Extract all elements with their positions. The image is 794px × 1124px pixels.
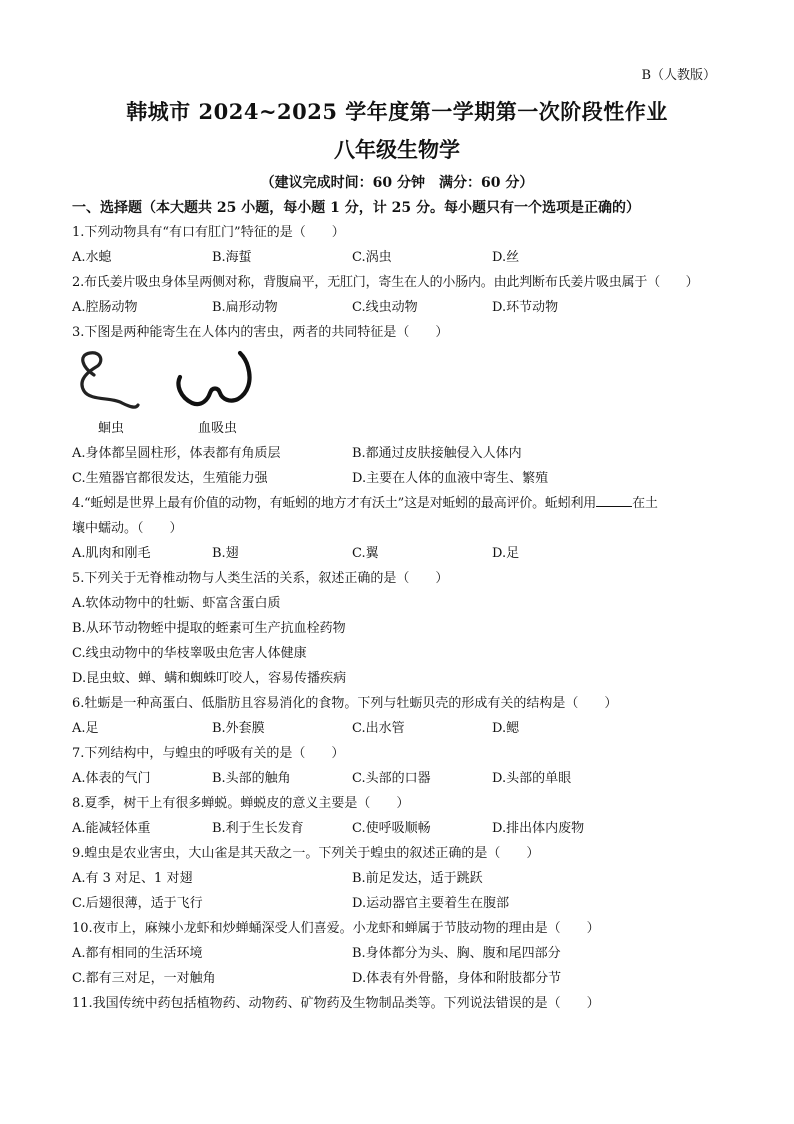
- option: A.能减轻体重: [72, 821, 151, 836]
- figure-caption-blood-fluke: 血吸虫: [198, 421, 238, 436]
- option: A.体表的气门: [72, 771, 151, 786]
- option: B.都通过皮肤接触侵入人体内: [352, 446, 522, 461]
- option: D.环节动物: [492, 300, 559, 315]
- option: B.身体都分为头、胸、腹和尾四部分: [352, 946, 561, 961]
- option: C.头部的口器: [352, 771, 431, 786]
- option-row: [72, 941, 732, 966]
- option: B.外套膜: [212, 721, 265, 736]
- page-title: 韩城市 2024~2025 学年度第一学期第一次阶段性作业: [126, 99, 668, 124]
- question-stem: [72, 491, 732, 516]
- option: A.水螅: [72, 250, 112, 265]
- parasite-figure: [72, 345, 732, 441]
- figure-caption-roundworm: 蛔虫: [98, 421, 125, 436]
- question-stem: 7.下列结构中，与蝗虫的呼吸有关的是（ ）: [72, 746, 345, 761]
- option: D.丝: [492, 250, 520, 265]
- option-row: [72, 541, 732, 566]
- option-row: [72, 891, 732, 916]
- option: A.足: [72, 721, 99, 736]
- option: C.使呼吸顺畅: [352, 821, 431, 836]
- option-row: [72, 816, 732, 841]
- option: D.体表有外骨骼，身体和附肢都分节: [352, 971, 562, 986]
- option: C.出水管: [352, 721, 405, 736]
- option: A.软体动物中的牡蛎、虾富含蛋白质: [72, 596, 281, 611]
- question-stem-continued: 壤中蠕动。（ ）: [72, 521, 183, 536]
- answer-blank: [596, 492, 632, 507]
- parasite-illustration: [72, 347, 272, 417]
- option: D.足: [492, 546, 520, 561]
- option: D.排出体内废物: [492, 821, 585, 836]
- option: B.海蜇: [212, 250, 252, 265]
- section-heading: 一、选择题（本大题共 25 小题，每小题 1 分，计 25 分。每小题只有一个选项是正确的）: [72, 200, 640, 216]
- option: C.生殖器官都很发达，生殖能力强: [72, 471, 268, 486]
- option: C.线虫动物中的华枝睾吸虫危害人体健康: [72, 646, 307, 661]
- option-row: [72, 766, 732, 791]
- option: A.肌肉和刚毛: [72, 546, 151, 561]
- question-stem: 11.我国传统中药包括植物药、动物药、矿物药及生物制品类等。下列说法错误的是（ ）: [72, 996, 600, 1011]
- question-stem: 6.牡蛎是一种高蛋白、低脂肪且容易消化的食物。下列与牡蛎贝壳的形成有关的结构是（ ）: [72, 696, 618, 711]
- question-stem: 2.布氏姜片吸虫身体呈两侧对称，背腹扁平，无肛门，寄生在人的小肠内。由此判断布氏姜片吸虫属于（ ）: [72, 275, 699, 290]
- page-subtitle: 八年级生物学: [334, 137, 460, 162]
- question-list: [72, 220, 732, 1016]
- option: C.线虫动物: [352, 300, 418, 315]
- option-row: [72, 441, 732, 466]
- option: A.腔肠动物: [72, 300, 138, 315]
- option: A.都有相同的生活环境: [72, 946, 203, 961]
- option-row: [72, 716, 732, 741]
- option-row: [72, 295, 732, 320]
- option-row: [72, 466, 732, 491]
- option: C.涡虫: [352, 250, 392, 265]
- question-stem: 8.夏季，树干上有很多蝉蜕。蝉蜕皮的意义主要是（ ）: [72, 796, 410, 811]
- option: B.前足发达，适于跳跃: [352, 871, 483, 886]
- option-row: [72, 866, 732, 891]
- option: D.头部的单眼: [492, 771, 572, 786]
- option: B.利于生长发育: [212, 821, 304, 836]
- blood-fluke-drawing: [179, 353, 250, 404]
- stem-text: 在土: [632, 496, 658, 511]
- option: D.运动器官主要着生在腹部: [352, 896, 510, 911]
- question-stem: 9.蝗虫是农业害虫，大山雀是其天敌之一。下列关于蝗虫的叙述正确的是（ ）: [72, 846, 540, 861]
- option: C.都有三对足，一对触角: [72, 971, 216, 986]
- option-row: [72, 245, 732, 270]
- option: A.身体都呈圆柱形，体表都有角质层: [72, 446, 281, 461]
- option: B.扁形动物: [212, 300, 278, 315]
- option: A.有 3 对足、1 对翅: [72, 871, 193, 886]
- option: B.从环节动物蛭中提取的蛭素可生产抗血栓药物: [72, 621, 346, 636]
- option: B.翅: [212, 546, 239, 561]
- option: C.翼: [352, 546, 379, 561]
- roundworm-drawing: [82, 353, 138, 407]
- question-stem: 1.下列动物具有“有口有肛门”特征的是（ ）: [72, 225, 345, 240]
- edition-label: B（人教版）: [641, 68, 716, 83]
- option: D.鳃: [492, 721, 520, 736]
- question-stem: 5.下列关于无脊椎动物与人类生活的关系，叙述正确的是（ ）: [72, 571, 449, 586]
- option: D.昆虫蚊、蝉、螨和蜘蛛叮咬人，容易传播疾病: [72, 671, 347, 686]
- option: C.后翅很薄，适于飞行: [72, 896, 203, 911]
- option: B.头部的触角: [212, 771, 291, 786]
- exam-meta: （建议完成时间：60 分钟 满分：60 分）: [260, 175, 534, 191]
- question-stem: 3.下图是两种能寄生在人体内的害虫，两者的共同特征是（ ）: [72, 325, 449, 340]
- option-row: [72, 966, 732, 991]
- stem-text: 4.“蚯蚓是世界上最有价值的动物，有蚯蚓的地方才有沃土”这是对蚯蚓的最高评价。蚯蚓利用: [72, 496, 597, 511]
- option: D.主要在人体的血液中寄生、繁殖: [352, 471, 549, 486]
- question-stem: 10.夜市上，麻辣小龙虾和炒蝉蛹深受人们喜爱。小龙虾和蝉属于节肢动物的理由是（ ）: [72, 921, 600, 936]
